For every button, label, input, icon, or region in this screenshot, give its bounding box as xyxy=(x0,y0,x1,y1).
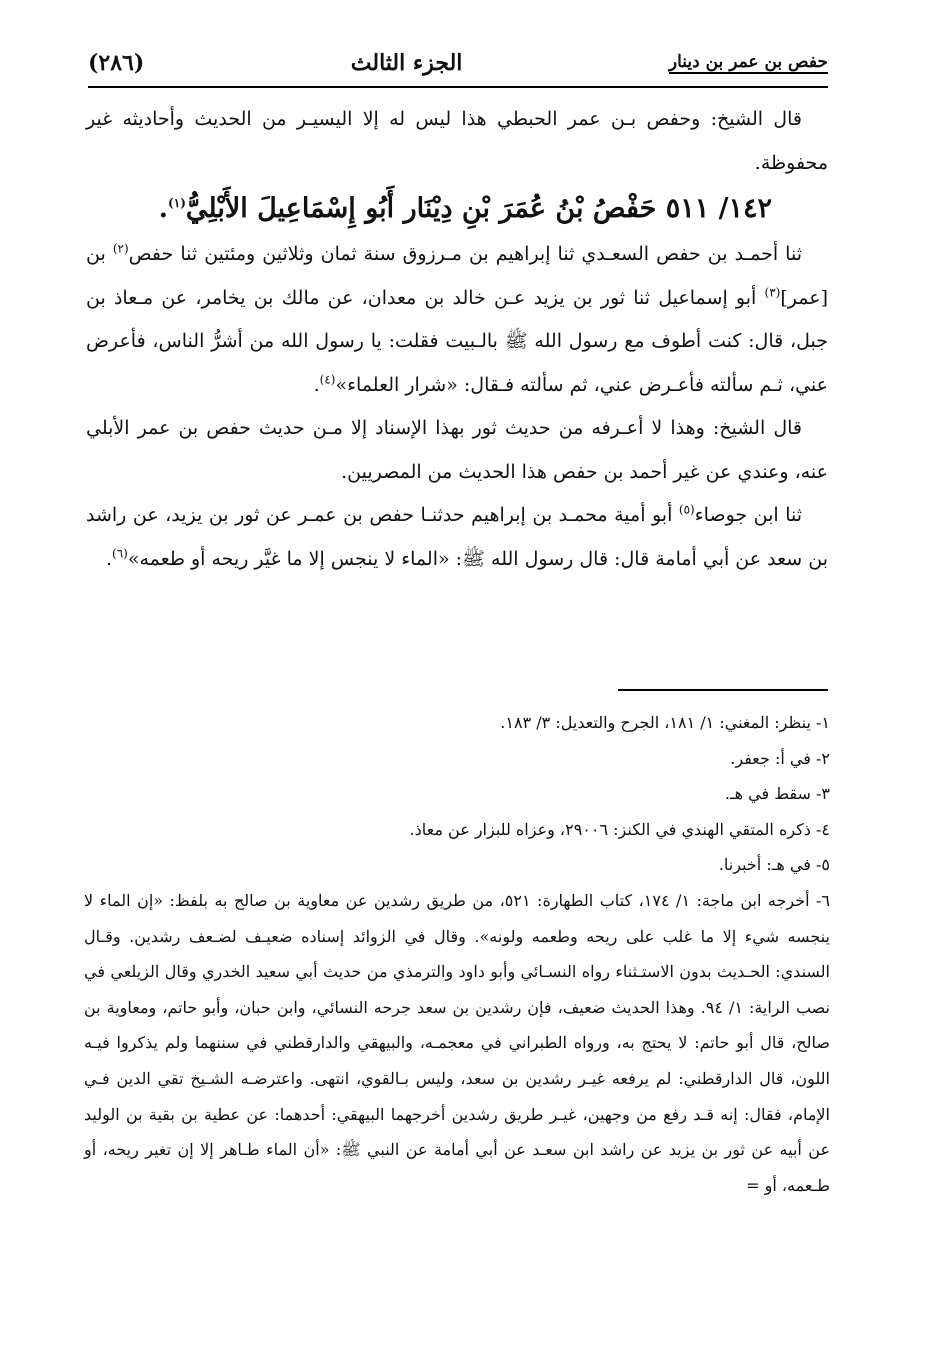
footnote-1: ١- ينظر: المغني: ١/ ١٨١، الجرح والتعديل: ٣/ ١٨٣. xyxy=(500,713,830,732)
paragraph-closing-remark: قال الشيخ: وحفص بـن عمر الحبطي هذا ليس له إلا اليسيـر من الحديث وأحاديثه غير محفوظة. xyxy=(86,108,828,174)
entry-title-end: . xyxy=(158,193,169,224)
footnote-5: ٥- في هـ: أخبرنا. xyxy=(718,855,830,875)
footnote-6: ٦- أخرجه ابن ماجة: ١/ ١٧٤، كتاب الطهارة: ٥٢١، من طريق رشدين عن معاوية بن صالح به بلفظ: «إن الماء لا ينجسه شيء إلا ما غلب على ريحه وطعمه ولونه». وقال في الزوائد إسناده ضعيـف لضـعف رشدين. وقـال السندي: الحـديث بدون الاستـثناء رواه النسـائي وأبو داود والترمذي من حديث أبي سعيد الخدري وقال الزيلعي في نصب الراية: ١/ ٩٤. وهذا الحديث ضعيف، فإن رشدين بن سعد جرحه النسائي، وابن حبان، وأبو حاتم، ومعاوية بن صالح، قال أبو حاتم: لا يحتج به، ورواه الطبراني في معجمـه، والبيهقي والدارقطني في سننهما ولم يذكروا فيـه اللون، قال الدارقطني: لم يرفعه غيـر رشدين بن سعد، وليس بـالقوي، انتهى. واعترضـه الشـيخ تقي الدين فـي الإمام، فقال: إنه قـد رفع من وجهين، غيـر طريق رشدين أخرجهما البيهقي: أحدهما: عن عطية بن بقية بن الوليد عن أبيه عن ثور بن يزيد عن راشد ابن سعـد عن أبي أمامة عن النبي ﷺ: «أن الماء طـاهر إلا إن تغير ريحه، أو طـعمه، أو = xyxy=(84,890,831,1195)
footnote-ref-4: (٤) xyxy=(319,372,336,387)
paragraph-hadith-1 xyxy=(86,233,828,407)
footnote-ref-2: (٢) xyxy=(112,241,129,256)
page-header xyxy=(88,40,828,88)
running-head: حفص بن عمر بن دينار xyxy=(668,52,828,72)
main-text xyxy=(86,98,828,581)
footnote-ref-5: (٥) xyxy=(678,502,695,517)
hadith-1-part-a: ثنا أحمـد بن حفص السعـدي ثنا إبراهيم بن مـرزوق سنة ثمان وثلاثين ومئتين ثنا حفص xyxy=(128,243,802,265)
hadith-2-part-a: ثنا ابن جوصاء xyxy=(694,504,803,526)
hadith-1-part-c: أبو إسماعيل ثنا ثور بن يزيد عـن خالد بن معدان، عن مالك بن يخامر، عن مـعاذ بن جبل، قال: كنت أطوف مع رسول الله ﷺ بالـبيت فقلت: يا رسول الله من أشرُّ الناس، فأعرض عني، ثـم سألته فأعـرض عني، ثم سألته فـقال: «شرار العلماء» xyxy=(86,286,828,396)
entry-title xyxy=(86,185,828,233)
hadith-2-part-b: أبو أمية محمـد بن إبراهيم حدثنـا حفص بن عمـر عن ثور بن يزيد، عن راشد بن سعد عن أبي أمامة قال: قال رسول الله ﷺ: «الماء لا ينجس إلا ما غيَّر ريحه أو طعمه» xyxy=(86,504,828,570)
footnote-2: ٢- في أ: جعفر. xyxy=(730,748,830,768)
footnote-ref-3: (٣) xyxy=(764,285,781,300)
paragraph-hadith-2 xyxy=(86,494,828,581)
hadith-1-end: . xyxy=(313,373,320,396)
footnote-ref-1: (١) xyxy=(168,196,186,210)
footnote-3: ٣- سقط في هـ. xyxy=(724,784,830,804)
entry-title-text: ١٤٢/ ٥١١ حَفْصُ بْنُ عُمَرَ بْنِ دِيْنَار أَبُو إِسْمَاعِيلَ الأَبْلِيُّ xyxy=(185,193,772,224)
footnote-4: ٤- ذكره المتقي الهندي في الكنز: ٢٩٠٠٦، وعزاه للبزار عن معاذ. xyxy=(409,819,830,839)
footnotes xyxy=(84,705,830,1203)
footnote-divider xyxy=(618,689,828,691)
footnote-ref-6: (٦) xyxy=(112,546,128,561)
page-number: (٢٨٦) xyxy=(88,50,145,76)
paragraph-sheikh-comment: قال الشيخ: وهذا لا أعـرفه من حديث ثور بهذا الإسناد إلا مـن حديث حفص بن عمر الأبلي عنه، وعندي عن غير أحمد بن حفص هذا الحديث من المصريين. xyxy=(86,417,828,483)
volume-title: الجزء الثالث xyxy=(350,50,463,76)
hadith-2-end: . xyxy=(105,547,113,570)
hadith-1-part-b: بن [عمر] xyxy=(86,243,828,309)
